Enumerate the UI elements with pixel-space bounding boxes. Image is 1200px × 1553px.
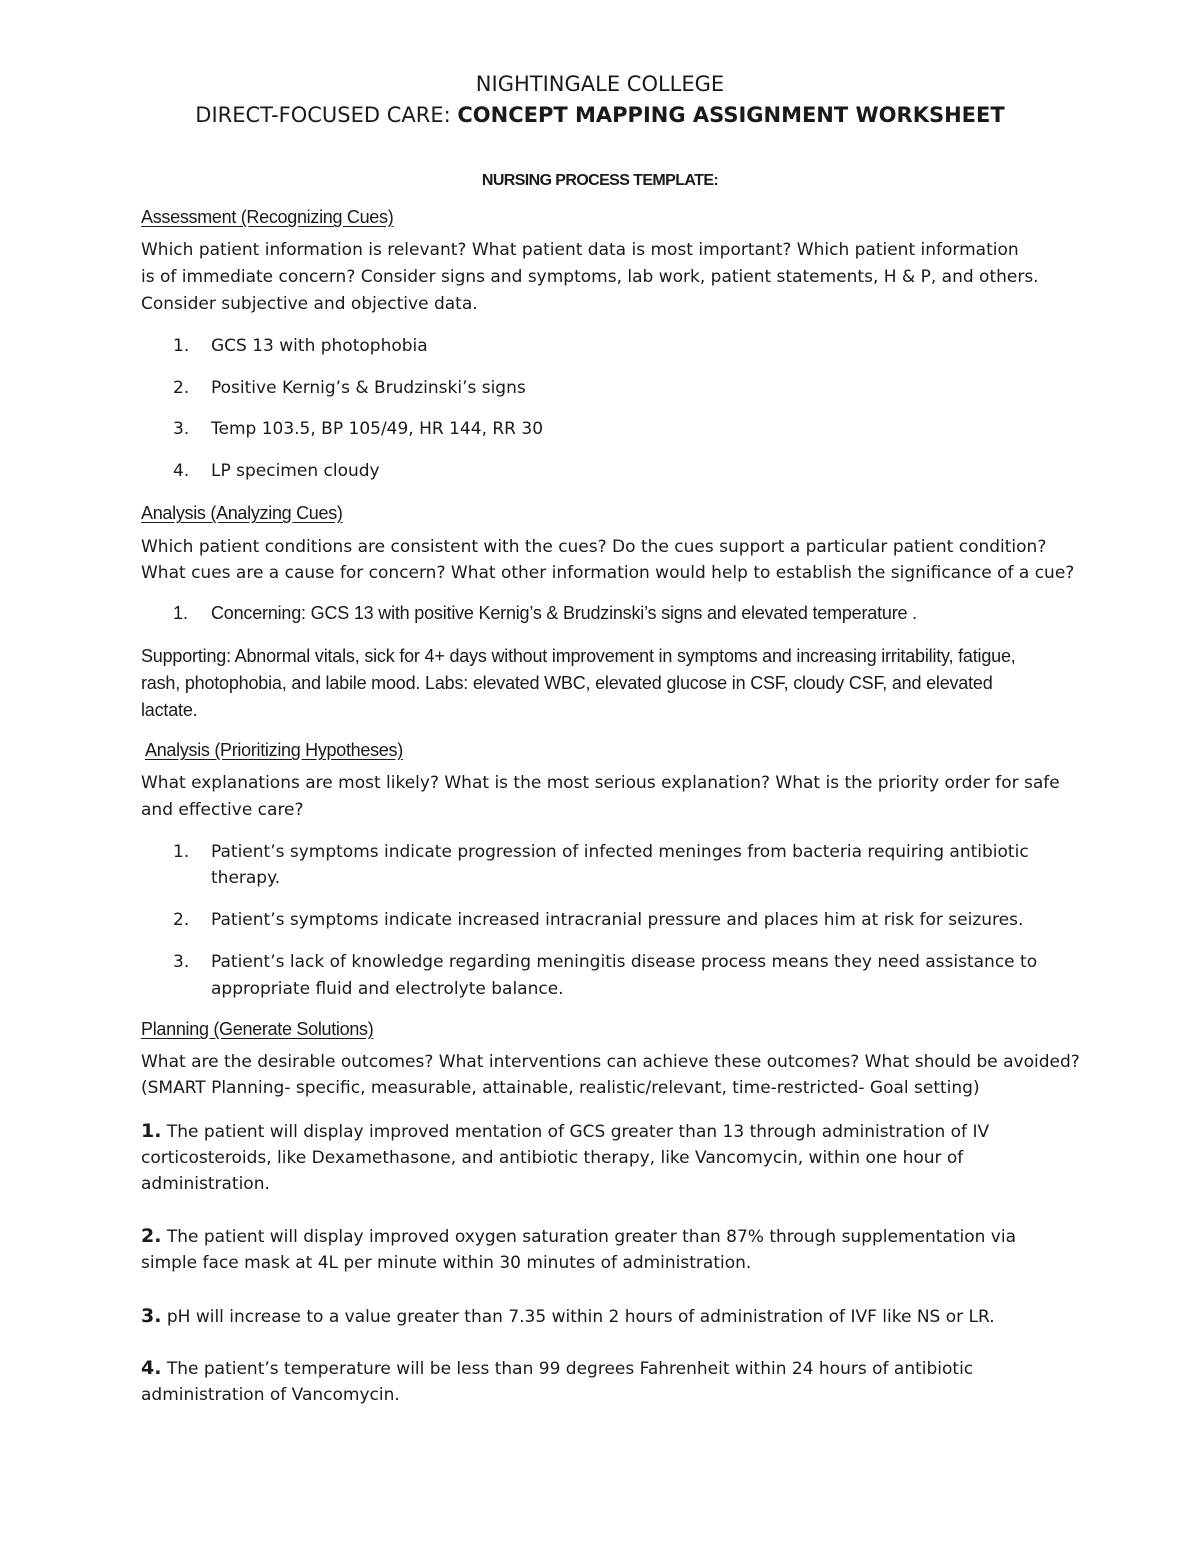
template-label: NURSING PROCESS TEMPLATE:: [481, 172, 719, 189]
hypothesis-line: Patient’s lack of knowledge regarding meningitis disease process means they need assistance to: [211, 952, 1038, 972]
assessment-prompt-line: is of immediate concern? Consider signs and symptoms, lab work, patient statements, H & P, and others.: [141, 267, 1039, 287]
list-item-number: 1.: [173, 603, 189, 623]
goal-text: The patient’s temperature will be less than 99 degrees Fahrenheit within 24 hours of antibiotic: [161, 1359, 974, 1379]
assessment-cue: Positive Kernig’s & Brudzinski’s signs: [211, 378, 526, 398]
analysis-cues-prompt-line: What cues are a cause for concern? What other information would help to establish the significance of a cue?: [141, 563, 1075, 583]
goal-line: [141, 1226, 1016, 1247]
assessment-cue: Temp 103.5, BP 105/49, HR 144, RR 30: [211, 419, 544, 439]
planning-heading: Planning (Generate Solutions): [141, 1019, 374, 1039]
list-item-number: 2.: [173, 378, 190, 398]
goal-line: corticosteroids, like Dexamethasone, and antibiotic therapy, like Vancomycin, within one hour of: [141, 1148, 964, 1168]
list-item-number: 1.: [173, 336, 190, 356]
assessment-cue: LP specimen cloudy: [211, 461, 380, 481]
goal-line: [141, 1358, 973, 1379]
goal-text: The patient will display improved oxygen saturation greater than 87% through supplementation via: [161, 1227, 1017, 1247]
list-item-number: 3.: [173, 952, 190, 972]
title-prefix: DIRECT-FOCUSED CARE:: [195, 103, 458, 127]
title-bold: CONCEPT MAPPING ASSIGNMENT WORKSHEET: [457, 103, 1005, 127]
hypothesis-line: therapy.: [211, 868, 281, 888]
goal-text: The patient will display improved mentation of GCS greater than 13 through administration of IV: [161, 1122, 990, 1142]
goal-number: 3.: [141, 1305, 162, 1327]
list-item-number: 2.: [173, 910, 190, 930]
assessment-prompt-line: Consider subjective and objective data.: [141, 294, 478, 314]
supporting-line: lactate.: [141, 700, 198, 720]
goal-number: 4.: [141, 1357, 162, 1379]
goal-line: simple face mask at 4L per minute within 30 minutes of administration.: [141, 1253, 752, 1273]
worksheet-title: [0, 103, 1200, 127]
list-item-number: 3.: [173, 419, 190, 439]
assessment-cue: GCS 13 with photophobia: [211, 336, 428, 356]
supporting-line: rash, photophobia, and labile mood. Labs: elevated WBC, elevated glucose in CSF, cloudy CSF, and elevated: [141, 673, 993, 693]
goal-line: [141, 1306, 995, 1327]
planning-prompt-line: What are the desirable outcomes? What interventions can achieve these outcomes? What should be avoided?: [141, 1052, 1080, 1072]
college-name: NIGHTINGALE COLLEGE: [475, 72, 725, 96]
hypotheses-prompt-line: What explanations are most likely? What is the most serious explanation? What is the priority order for safe: [141, 773, 1060, 793]
assessment-prompt-line: Which patient information is relevant? What patient data is most important? Which patient information: [141, 240, 1019, 260]
goal-number: 2.: [141, 1225, 162, 1247]
supporting-line: Supporting: Abnormal vitals, sick for 4+ days without improvement in symptoms and increasing irritability, fatigue,: [141, 646, 1016, 666]
goal-text: pH will increase to a value greater than 7.35 within 2 hours of administration of IVF like NS or LR.: [161, 1307, 995, 1327]
assessment-heading: Assessment (Recognizing Cues): [141, 207, 394, 227]
analysis-cues-prompt-line: Which patient conditions are consistent with the cues? Do the cues support a particular patient condition?: [141, 537, 1047, 557]
analysis-cues-heading: Analysis (Analyzing Cues): [141, 503, 343, 523]
planning-prompt-line: (SMART Planning- specific, measurable, attainable, realistic/relevant, time-restricted- Goal setting): [141, 1078, 980, 1098]
hypothesis-line: Patient’s symptoms indicate increased intracranial pressure and places him at risk for seizures.: [211, 910, 1024, 930]
list-item-number: 1.: [173, 842, 190, 862]
hypothesis-line: appropriate fluid and electrolyte balance.: [211, 979, 564, 999]
goal-line: [141, 1121, 989, 1142]
goal-line: administration of Vancomycin.: [141, 1385, 400, 1405]
hypothesis-line: Patient’s symptoms indicate progression of infected meninges from bacteria requiring antibiotic: [211, 842, 1029, 862]
hypotheses-prompt-line: and effective care?: [141, 800, 304, 820]
analysis-hypotheses-heading: Analysis (Prioritizing Hypotheses): [145, 740, 403, 760]
goal-number: 1.: [141, 1120, 162, 1142]
goal-line: administration.: [141, 1174, 270, 1194]
list-item-number: 4.: [173, 461, 190, 481]
concerning-cue: Concerning: GCS 13 with positive Kernig’s & Brudzinski’s signs and elevated temperature .: [211, 603, 917, 623]
